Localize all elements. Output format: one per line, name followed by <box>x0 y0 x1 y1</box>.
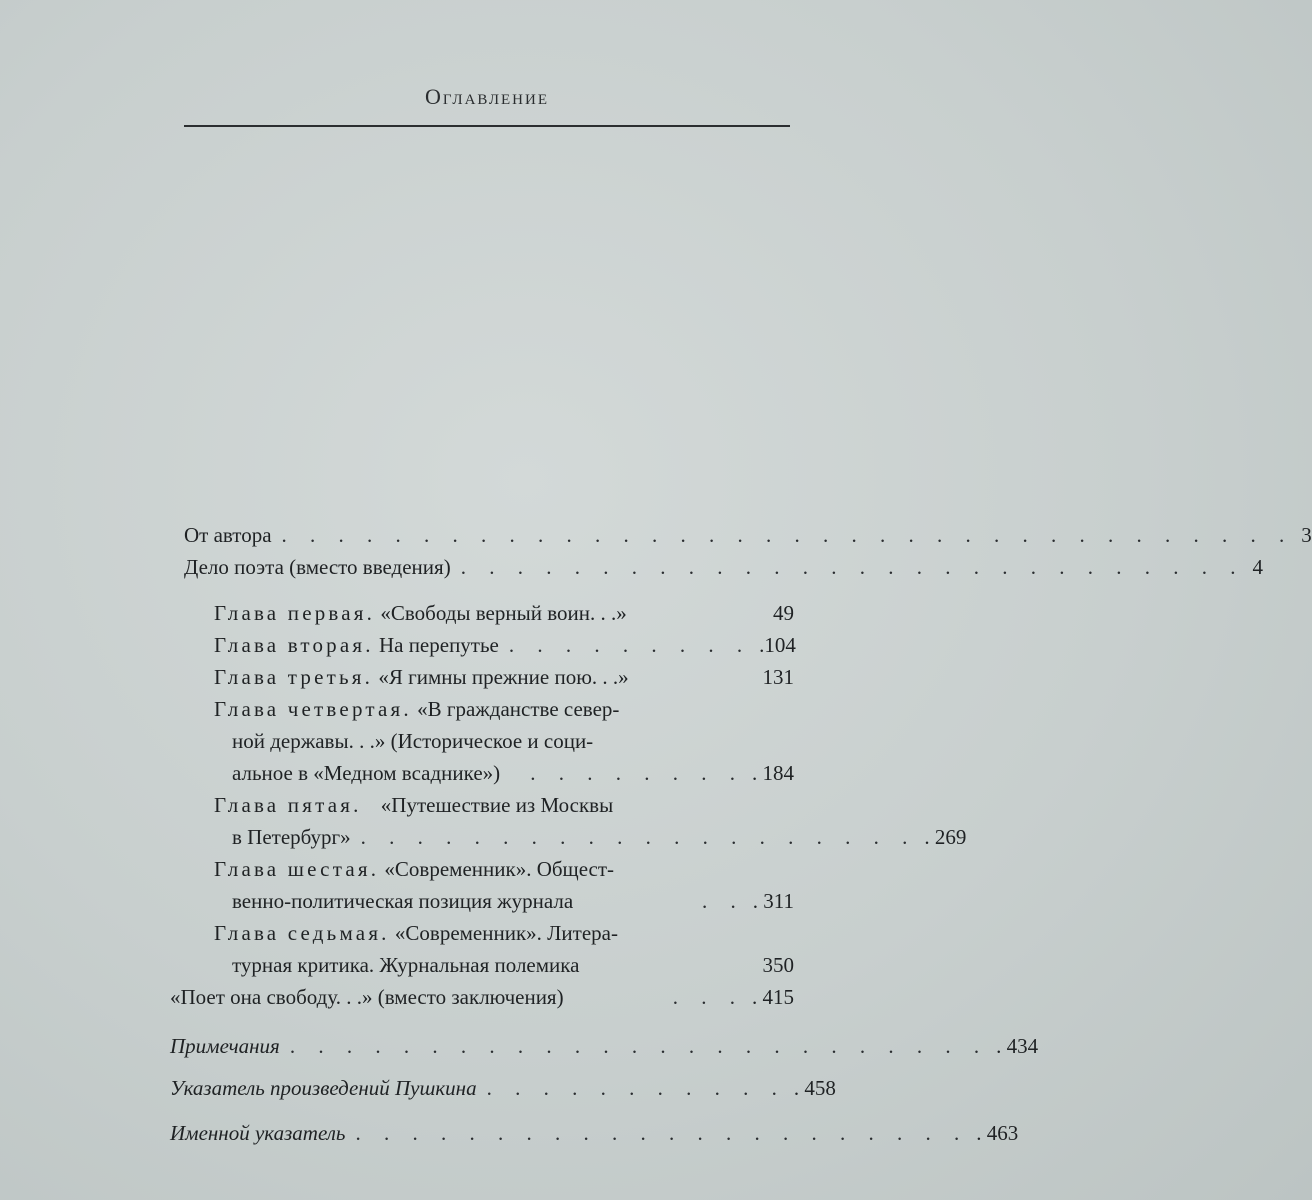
toc-entry-page: 3 <box>1301 523 1312 547</box>
toc-entry-title-line: «Современник». Общест- <box>384 857 615 881</box>
leader-dots: . . . . . . . . . . . <box>486 1076 786 1100</box>
toc-entry-page: . 311 <box>752 889 794 913</box>
toc-entry-title: «Я гимны прежние пою. . .» <box>378 665 629 689</box>
chapter-label: Глава первая. <box>214 601 376 625</box>
toc-entry-title-line: в Петербург» <box>232 825 351 849</box>
toc-entry-page: 131 <box>762 665 794 689</box>
leader-dots: . . . <box>672 985 744 1009</box>
toc-entry-title-line: «Современник». Литера- <box>394 921 618 945</box>
chapter-label: Глава седьмая. <box>214 921 390 945</box>
toc-entry-chapter-1 <box>214 597 794 629</box>
toc-entry-page: . 458 <box>793 1076 836 1100</box>
leader-dots: . . . . . . . . . . . . . . . . . . . . . . . . . . . . <box>460 555 1245 579</box>
chapter-label: Глава вторая. <box>214 633 374 657</box>
toc-entry-title-line: турная критика. Журнальная полемика <box>232 953 580 977</box>
toc-entry-page: .104 <box>759 633 796 657</box>
toc-entry-chapter-2 <box>214 629 794 661</box>
toc-entry-title: «Свободы верный воин. . .» <box>380 601 627 625</box>
leader-dots: . . . . . . . . . . . . . . . . . . . . <box>360 825 917 849</box>
toc-entry-title-line: «Путешествие из Москвы <box>380 793 614 817</box>
toc-entry-page: 4 <box>1252 555 1263 579</box>
toc-entry-title: Примечания <box>170 1034 280 1058</box>
toc-entry-title: Дело поэта (вместо введения) <box>184 555 451 579</box>
leader-dots: . . <box>702 889 745 913</box>
toc-entry-title: Указатель произведений Пушкина <box>170 1076 477 1100</box>
chapter-label: Глава пятая. <box>214 793 362 817</box>
leader-dots: . . . . . . . . . . . . . . . . . . . . . . . . . <box>289 1034 989 1058</box>
toc-entry-introduction <box>184 551 1263 583</box>
toc-entry-page: . 415 <box>752 985 794 1009</box>
toc-entry-page: 350 <box>762 953 794 977</box>
toc-entry-chapter-6 <box>214 853 794 917</box>
toc-entry-author-preface <box>184 519 1312 551</box>
toc-entry-chapter-3 <box>214 661 794 693</box>
toc-entry-page: . 269 <box>924 825 967 849</box>
leader-dots: . . . . . . . . <box>530 761 744 785</box>
toc-entry-page: . 434 <box>996 1034 1039 1058</box>
toc-entry-name-index <box>170 1117 1019 1149</box>
toc-entry-title: Именной указатель <box>170 1121 346 1145</box>
toc-entry-title: На перепутье <box>378 633 499 657</box>
title-rule <box>184 125 790 127</box>
toc-entry-works-index <box>170 1072 836 1104</box>
toc-entry-page: . 463 <box>976 1121 1019 1145</box>
toc-entry-title-line: «В гражданстве север- <box>417 697 620 721</box>
leader-dots: . . . . . . . . . <box>508 633 752 657</box>
chapter-label: Глава четвертая. <box>214 697 412 721</box>
chapter-label: Глава третья. <box>214 665 374 689</box>
toc-entry-page: 49 <box>773 601 794 625</box>
toc-entry-notes <box>170 1030 1039 1062</box>
toc-entry-page: . 184 <box>752 761 794 785</box>
toc-entry-title: «Поет она свободу. . .» (вместо заключения) <box>170 985 564 1009</box>
toc-entry-conclusion <box>170 981 794 1013</box>
chapter-label: Глава шестая. <box>214 857 380 881</box>
toc-entry-chapter-7 <box>214 917 794 981</box>
toc-entry-chapter-4 <box>214 693 794 789</box>
toc-entry-title: От автора <box>184 523 272 547</box>
leader-dots: . . . . . . . . . . . . . . . . . . . . . . <box>355 1121 969 1145</box>
leader-dots: . . . . . . . . . . . . . . . . . . . . . . . . . . . . . . . . . . . . <box>281 523 1294 547</box>
toc-entry-title-line: альное в «Медном всаднике») <box>232 761 501 785</box>
toc-entry-chapter-5 <box>214 789 967 853</box>
toc-entry-title-line: ной державы. . .» (Историческое и соци- <box>232 729 594 753</box>
page-title: Оглавление <box>424 84 550 109</box>
toc-entry-title-line: венно-политическая позиция журнала <box>232 889 574 913</box>
